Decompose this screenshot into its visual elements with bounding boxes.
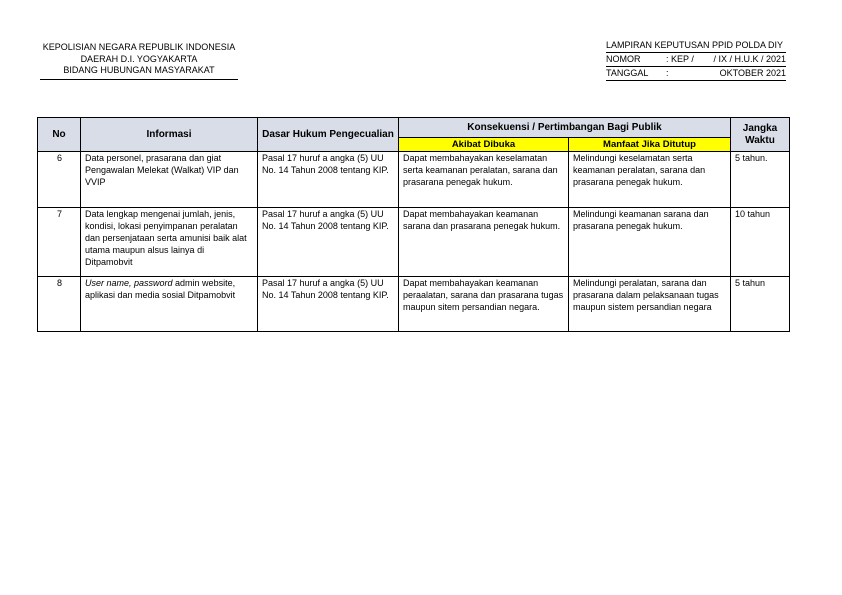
cell-dasar-hukum: Pasal 17 huruf a angka (5) UU No. 14 Tahun 2008 tentang KIP.	[258, 208, 399, 277]
header-jangka-waktu: Jangka Waktu	[731, 118, 790, 152]
tanggal-value: OKTOBER 2021	[719, 68, 786, 78]
table-row	[38, 277, 790, 332]
table-row	[38, 152, 790, 208]
attachment-title-line	[606, 39, 786, 53]
exempted-information-table	[37, 117, 790, 332]
attachment-reference	[606, 39, 786, 81]
cell-dasar-hukum: Pasal 17 huruf a angka (5) UU No. 14 Tahun 2008 tentang KIP.	[258, 277, 399, 332]
cell-informasi-italic: User name, password	[85, 278, 173, 288]
cell-informasi	[81, 277, 258, 332]
nomor-line	[606, 53, 786, 67]
header-manfaat-ditutup: Manfaat Jika Ditutup	[569, 138, 731, 152]
nomor-value: / IX / H.U.K / 2021	[713, 54, 786, 64]
letterhead-line-region: DAERAH D.I. YOGYAKARTA	[80, 53, 198, 64]
cell-jangka: 5 tahun.	[731, 152, 790, 208]
cell-jangka: 5 tahun	[731, 277, 790, 332]
cell-informasi	[81, 152, 258, 208]
cell-no: 7	[38, 208, 81, 277]
cell-informasi-text: Data lengkap mengenai jumlah, jenis, kondisi, lokasi penyimpanan peralatan dan persenjataan serta amunisi baik alat utama maupun alsus lainya di Ditpamobvit	[85, 209, 247, 267]
nomor-prefix: : KEP /	[666, 54, 694, 64]
header-dasar-hukum: Dasar Hukum Pengecualian	[258, 118, 399, 152]
letterhead-line-institution: KEPOLISIAN NEGARA REPUBLIK INDONESIA	[42, 42, 236, 52]
table-row	[38, 208, 790, 277]
header-konsekuensi: Konsekuensi / Pertimbangan Bagi Publik	[399, 118, 731, 138]
nomor-label: NOMOR	[606, 54, 641, 64]
header-no: No	[38, 118, 81, 152]
cell-manfaat: Melindungi keselamatan serta keamanan peralatan, sarana dan prasarana penegak hukum.	[569, 152, 731, 208]
cell-no: 6	[38, 152, 81, 208]
letterhead	[40, 42, 238, 80]
header-akibat-dibuka: Akibat Dibuka	[399, 138, 569, 152]
header-informasi: Informasi	[81, 118, 258, 152]
cell-akibat: Dapat membahayakan keselamatan serta keamanan peralatan, sarana dan prasarana penegak hukum.	[399, 152, 569, 208]
cell-informasi	[81, 208, 258, 277]
cell-manfaat: Melindungi peralatan, sarana dan prasarana dalam pelaksanaan tugas maupun sistem persandian negara	[569, 277, 731, 332]
tanggal-colon: :	[666, 68, 669, 78]
tanggal-label: TANGGAL	[606, 68, 649, 78]
tanggal-line	[606, 67, 786, 81]
cell-dasar-hukum: Pasal 17 huruf a angka (5) UU No. 14 Tahun 2008 tentang KIP.	[258, 152, 399, 208]
cell-akibat: Dapat membahayakan keamanan sarana dan prasarana penegak hukum.	[399, 208, 569, 277]
cell-no: 8	[38, 277, 81, 332]
cell-informasi-text: Data personel, prasarana dan giat Pengawalan Melekat (Walkat) VIP dan VVIP	[85, 153, 239, 187]
cell-manfaat: Melindungi keamanan sarana dan prasarana penegak hukum.	[569, 208, 731, 277]
cell-informasi-text: admin website, aplikasi dan media sosial Ditpamobvit	[85, 278, 236, 300]
cell-akibat: Dapat membahayakan keamanan peraalatan, sarana dan prasarana tugas maupun sitem persandian negara.	[399, 277, 569, 332]
letterhead-line-division: BIDANG HUBUNGAN MASYARAKAT	[63, 65, 215, 75]
cell-jangka: 10 tahun	[731, 208, 790, 277]
attachment-title: LAMPIRAN KEPUTUSAN PPID POLDA DIY	[606, 40, 784, 50]
